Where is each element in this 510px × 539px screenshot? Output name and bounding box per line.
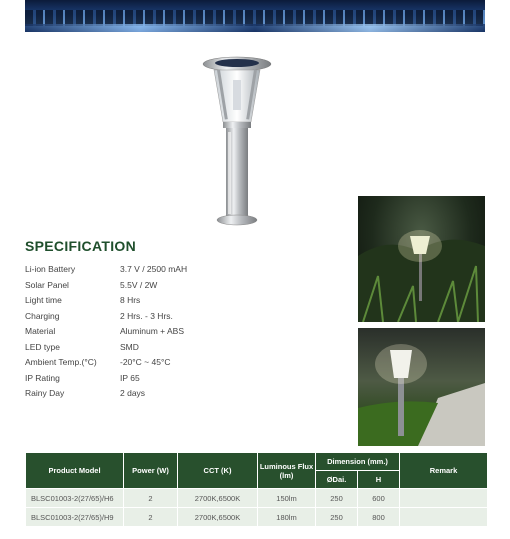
city-lights: [25, 24, 485, 32]
cell-cct: 2700K,6500K: [178, 489, 258, 508]
header-dia: ØDai.: [316, 471, 358, 489]
spec-label: LED type: [25, 341, 60, 352]
table-row: [26, 489, 488, 508]
spec-value: Aluminum + ABS: [120, 326, 185, 336]
cell-h: 800: [358, 508, 400, 527]
spec-label: IP Rating: [25, 372, 60, 383]
cell-remark: [400, 508, 488, 527]
city-banner-image: [25, 0, 485, 32]
spec-value: 3.7 V / 2500 mAH: [120, 264, 188, 274]
spec-label: Charging: [25, 310, 60, 321]
cell-power: 2: [124, 489, 178, 508]
spec-label: Ambient Temp.(°C): [25, 357, 97, 367]
spec-value: 8 Hrs: [120, 295, 141, 305]
spec-label: Rainy Day: [25, 388, 65, 398]
header-remark: Remark: [400, 453, 488, 489]
cell-cct: 2700K,6500K: [178, 508, 258, 527]
solar-bollard-lamp-image: [196, 52, 278, 232]
cell-flux: 150lm: [258, 489, 316, 508]
spec-label: Li-ion Battery: [25, 264, 76, 274]
cell-flux: 180lm: [258, 508, 316, 527]
product-table: [25, 452, 488, 527]
header-power: Power (W): [124, 453, 178, 489]
cell-power: 2: [124, 508, 178, 527]
spec-label: Material: [25, 326, 56, 336]
cell-h: 600: [358, 489, 400, 508]
spec-value: 2 Hrs. - 3 Hrs.: [120, 310, 173, 321]
spec-value: -20°C ~ 45°C: [120, 357, 171, 367]
spec-value: IP 65: [120, 372, 140, 383]
spec-value: SMD: [120, 341, 139, 352]
garden-lamp-night-photo: [358, 196, 485, 322]
header-h: H: [358, 471, 400, 489]
spec-value: 5.5V / 2W: [120, 279, 158, 290]
pathway-lamp-photo: [358, 328, 485, 446]
header-dimension: Dimension (mm.): [316, 453, 400, 471]
cell-model: BLSC01003-2(27/65)/H9: [26, 508, 124, 527]
cell-remark: [400, 489, 488, 508]
spec-value: 2 days: [120, 388, 146, 398]
cell-model: BLSC01003-2(27/65)/H6: [26, 489, 124, 508]
specification-title: SPECIFICATION: [25, 238, 136, 254]
spec-label: Solar Panel: [25, 279, 69, 290]
header-product-model: Product Model: [26, 453, 124, 489]
spec-label: Light time: [25, 295, 62, 305]
table-row: [26, 508, 488, 527]
header-cct: CCT (K): [178, 453, 258, 489]
cell-dia: 250: [316, 508, 358, 527]
header-luminous-flux: Luminous Flux (lm): [258, 453, 316, 489]
cell-dia: 250: [316, 489, 358, 508]
